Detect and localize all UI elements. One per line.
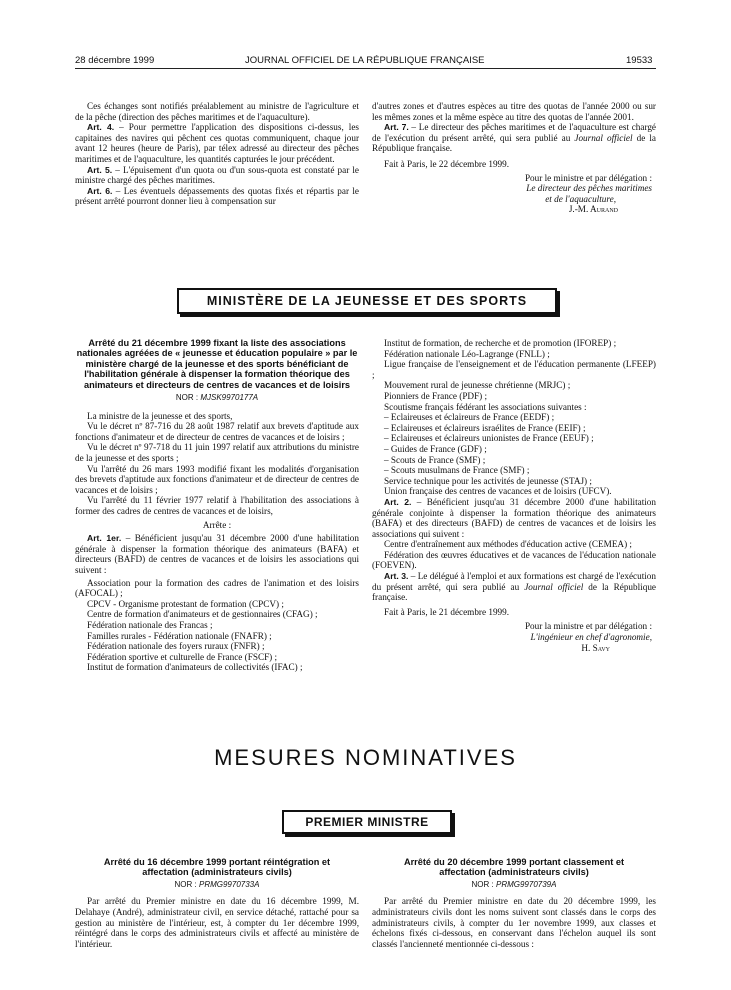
top-right-column [372, 101, 656, 215]
top-left-column [75, 101, 359, 207]
article-text: de la République française. [372, 132, 656, 154]
jeunesse-right-column [372, 338, 656, 653]
paragraph: d'autres zones et d'autres espèces au titre des quotas de l'année 2000 ou sur les mêmes zones et la même espèce au titre des quotas de l'année 2001. [372, 101, 656, 122]
list-item: Fédération nationale des foyers ruraux (FNFR) ; [87, 641, 265, 652]
article-label: Art. 1er. [87, 533, 122, 544]
nor-code: PRMG9970733A [198, 879, 260, 889]
signature-line: Pour le ministre et par délégation : [524, 172, 652, 183]
decree-title: Arrêté du 21 décembre 1999 fixant la liste des associations nationales agréées de « jeunesse et éducation populaire » par le ministère chargé de la jeunesse et des sports bénéficiant de l'habilitation générale à dispenser la formation théorique des animateurs et directeurs de centres de vacances et de loisirs [76, 338, 358, 390]
article-text: – Bénéficient jusqu'au 31 décembre 2000 d'une habilitation générale à dispenser la formation théorique des animateurs (BAFA) et directeurs (BAFD) de centres de vacances et de loisirs les associations qui suivent : [75, 533, 359, 575]
article-label: Art. 7. [384, 122, 409, 133]
signature-name: H. Savy [581, 642, 610, 653]
header-title: JOURNAL OFFICIEL DE LA RÉPUBLIQUE FRANÇAISE [245, 55, 485, 66]
arrete-label: Arrête : [202, 519, 232, 530]
nor-reference [75, 880, 359, 891]
nor-label: NOR : [174, 879, 197, 889]
article-text: – Le délégué à l'emploi et aux formations est chargé de l'exécution du présent arrêté, qui sera publié au [372, 571, 656, 592]
article-text: – Les éventuels dépassements des quotas fixés et répartis par le présent arrêté pourront donner lieu à compensation sur [75, 185, 359, 207]
nor-label: NOR : [471, 879, 494, 889]
list-item: Institut de formation, de recherche et de promotion (IFOREP) ; [384, 338, 617, 348]
list-item: Association pour la formation des cadres de l'animation et des loisirs (AFOCAL) ; [75, 577, 359, 599]
nor-code: PRMG9970739A [495, 879, 557, 889]
scout-item: – Eclaireuses et éclaireurs unionistes de France (EEUF) ; [384, 433, 594, 444]
paragraph: La ministre de la jeunesse et des sports, [87, 410, 233, 421]
signature-role: L'ingénieur en chef d'agronomie, [530, 632, 652, 643]
article-text: – Bénéficient jusqu'au 31 décembre 2000 d'une habilitation générale conjointe à dispenser la formation théorique des animateurs (BAFA) et des directeurs (BAFD) de centres de vacances et de loisirs les associations qui suivent : [372, 496, 656, 539]
article-5 [75, 165, 359, 186]
article-label: Art. 2. [384, 496, 412, 507]
scout-item: – Guides de France (GDF) ; [384, 443, 487, 454]
nor-reference [75, 393, 359, 404]
list-item: Institut de formation d'animateurs de collectivités (IFAC) ; [87, 662, 303, 673]
journal-officiel: Journal officiel [574, 132, 633, 143]
ministry-heading-box: MINISTÈRE DE LA JEUNESSE ET DES SPORTS [177, 288, 557, 314]
list-item: Centre de formation d'animateurs et de gestionnaires (CFAG) ; [87, 609, 318, 620]
signature-line: Pour la ministre et par délégation : [524, 621, 652, 632]
list-item: Pionniers de France (PDF) ; [384, 390, 488, 401]
article-label: Art. 4. [87, 122, 115, 133]
list-item: Mouvement rural de jeunesse chrétienne (MRJC) ; [384, 380, 571, 391]
nor-code: MJSK9970177A [200, 393, 259, 403]
scout-item: – Scouts musulmans de France (SMF) ; [384, 465, 530, 476]
paragraph: Vu le décret nº 87-716 du 28 août 1987 relatif aux brevets d'aptitude aux fonctions d'animateur et de directeur de centres de vacances et de loisirs ; [75, 421, 359, 442]
list-item: Fédération sportive et culturelle de France (FSCF) ; [87, 651, 278, 662]
paragraph: Vu l'arrêté du 26 mars 1993 modifié fixant les modalités d'organisation des brevets d'aptitude aux fonctions d'animateur et de directeur de centres de vacances et de loisirs ; [75, 463, 359, 495]
article-text: – Pour permettre l'application des dispositions ci-dessus, les capitaines des navires qui pêchent ces quotas communiquent, chaque jour avant 12 heures (heure de Paris), par télex adressé au directeur des pêches maritimes et de l'aquaculture, les quantités capturées le jour précédent. [75, 122, 359, 164]
signature-role: Le directeur des pêches maritimes [526, 183, 652, 194]
paragraph: Par arrêté du Premier ministre en date du 20 décembre 1999, les administrateurs civils dont les noms suivent sont classés dans le corps des administrateurs civils, à compter du 1er novembre 1999, aux classes et échelons fixés ci-dessous, en conservant dans l'échelon auquel ils sont classés l'ancienneté mentionnée ci-dessous : [372, 896, 656, 949]
nor-label: NOR : [175, 393, 199, 403]
header-page-number: 19533 [626, 55, 653, 66]
list-item: Familles rurales - Fédération nationale (FNAFR) ; [87, 630, 272, 641]
signature-name: J.-M. Aurand [568, 204, 618, 215]
decree-title: Arrêté du 20 décembre 1999 portant classement et affectation (administrateurs civils) [403, 857, 625, 878]
list-item: Centre d'entraînement aux méthodes d'éducation active (CEMEA) ; [384, 539, 632, 550]
article-2 [372, 497, 656, 539]
bottom-left-column [75, 857, 359, 949]
list-item: CPCV - Organisme protestant de formation (CPCV) ; [87, 598, 284, 609]
scout-item: – Scouts de France (SMF) ; [384, 454, 486, 465]
fait-a-paris: Fait à Paris, le 21 décembre 1999. [384, 606, 510, 617]
fait-a-paris: Fait à Paris, le 22 décembre 1999. [384, 158, 510, 169]
jeunesse-left-column [75, 338, 359, 673]
paragraph: Ces échanges sont notifiés préalablement au ministre de l'agriculture et de la pêche (direction des pêches maritimes et de l'aquaculture). [75, 101, 359, 122]
nor-reference [372, 880, 656, 891]
article-1 [75, 533, 359, 575]
scout-item: – Eclaireuses et éclaireurs de France (EEDF) ; [384, 412, 555, 423]
header-date: 28 décembre 1999 [75, 55, 155, 66]
article-text: – L'épuisement d'un quota ou d'un sous-quota est constaté par le ministre chargé des pêches maritimes. [75, 164, 360, 186]
bottom-right-column [372, 857, 656, 949]
scout-item: – Eclaireuses et éclaireurs israélites de France (EEIF) ; [384, 422, 586, 433]
article-4 [75, 122, 359, 164]
article-label: Art. 3. [384, 571, 409, 582]
list-item: Union française des centres de vacances et de loisirs (UFCV). [384, 486, 612, 497]
article-label: Art. 6. [87, 185, 113, 196]
list-item: Ligue française de l'enseignement et de l'éducation permanente (LFEEP) ; [372, 359, 656, 380]
list-item: Fédération nationale des Francas ; [87, 619, 213, 630]
article-3 [372, 571, 656, 603]
list-item: Fédération nationale Léo-Lagrange (FNLL) ; [384, 348, 550, 359]
paragraph: Par arrêté du Premier ministre en date du 16 décembre 1999, M. Delahaye (André), administrateur civil, en service détaché, rattaché pour sa gestion au ministère de l'intérieur, est, à compter du 1er décembre 1999, réintégré dans le corps des administrateurs civils et affecté au ministère de l'intérieur. [75, 896, 359, 949]
list-item: Fédération des œuvres éducatives et de vacances de l'éducation nationale (FOEVEN). [372, 549, 656, 571]
paragraph: Vu le décret nº 97-718 du 11 juin 1997 relatif aux attributions du ministre de la jeunesse et des sports ; [75, 442, 359, 463]
list-item: Scoutisme français fédérant les associations suivantes : [384, 401, 587, 412]
journal-officiel: Journal officiel [524, 581, 584, 592]
article-6 [75, 186, 359, 207]
section-heading: MESURES NOMINATIVES [214, 745, 517, 770]
article-label: Art. 5. [87, 164, 113, 175]
article-7 [372, 122, 656, 154]
paragraph: Vu l'arrêté du 11 février 1977 relatif à l'habilitation des associations à former des cadres de centres de vacances et de loisirs, [75, 495, 359, 516]
signature-role: et de l'aquaculture, [545, 193, 616, 204]
article-text: – Le directeur des pêches maritimes et de l'aquaculture est chargé de l'exécution du présent arrêté, qui sera publié au [372, 122, 657, 143]
header-rule [75, 68, 656, 69]
decree-title: Arrêté du 16 décembre 1999 portant réintégration et affectation (administrateurs civils) [103, 857, 331, 878]
premier-ministre-box: PREMIER MINISTRE [282, 810, 452, 834]
article-text: de la République française. [372, 581, 656, 603]
list-item: Service technique pour les activités de jeunesse (STAJ) ; [384, 475, 592, 486]
